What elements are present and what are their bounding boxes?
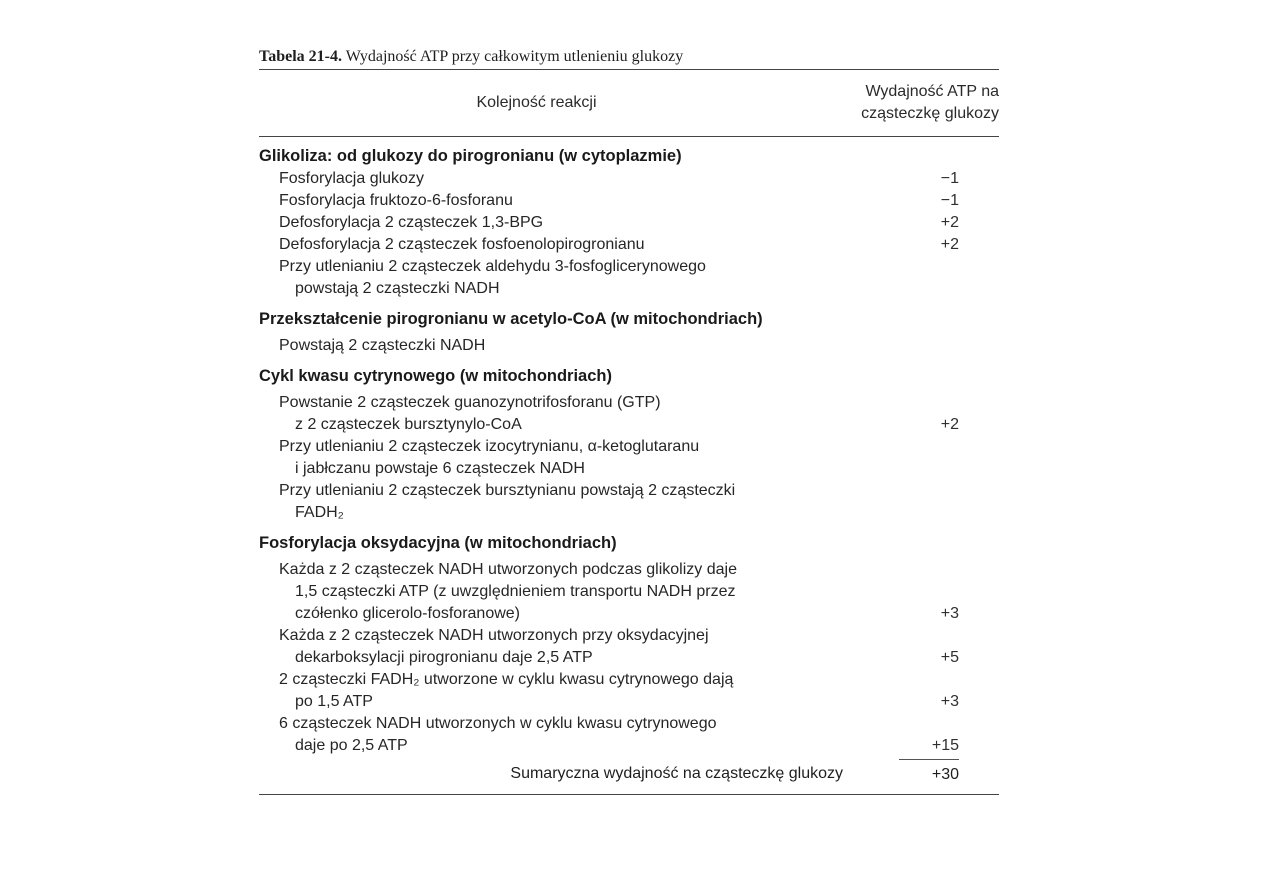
reaction-description xyxy=(279,480,829,524)
atp-yield-value: −1 xyxy=(940,192,959,209)
reaction-line: Przy utlenianiu 2 cząsteczek izocytrynianu, α-ketoglutaranu xyxy=(279,438,700,455)
table-row xyxy=(259,168,999,190)
table-row xyxy=(259,559,999,625)
reaction-description xyxy=(279,168,829,190)
total-label: Sumaryczna wydajność na cząsteczkę glukozy xyxy=(510,765,843,782)
reaction-line: po 1,5 ATP xyxy=(295,693,373,710)
atp-yield-value: +2 xyxy=(940,416,959,433)
reaction-description xyxy=(279,713,829,757)
reaction-line: Defosforylacja 2 cząsteczek 1,3-BPG xyxy=(279,214,544,231)
table-row xyxy=(259,190,999,212)
table-body xyxy=(259,137,999,757)
column-header-yield xyxy=(799,81,999,125)
column-header-reaction: Kolejność reakcji xyxy=(476,94,597,111)
reaction-line: daje po 2,5 ATP xyxy=(295,737,408,754)
reaction-line: Każda z 2 cząsteczek NADH utworzonych przy oksydacyjnej xyxy=(279,627,709,644)
reaction-line: FADH₂ xyxy=(295,504,344,521)
atp-yield-value: +3 xyxy=(940,605,959,622)
reaction-line: Fosforylacja fruktozo-6-fosforanu xyxy=(279,192,513,209)
atp-yield-value: −1 xyxy=(940,170,959,187)
reaction-line: 1,5 cząsteczki ATP (z uwzględnieniem transportu NADH przez xyxy=(295,583,736,600)
section-heading: Cykl kwasu cytrynowego (w mitochondriach) xyxy=(259,367,612,385)
reaction-description xyxy=(279,335,829,357)
table-row xyxy=(259,212,999,234)
reaction-description xyxy=(279,190,829,212)
caption-label: Tabela 21-4. xyxy=(259,48,342,65)
table-row xyxy=(259,392,999,436)
section-heading: Glikoliza: od glukozy do pirogronianu (w cytoplazmie) xyxy=(259,147,682,165)
reaction-line: z 2 cząsteczek bursztynylo-CoA xyxy=(295,416,522,433)
reaction-line: Fosforylacja glukozy xyxy=(279,170,424,187)
table-caption xyxy=(259,47,999,69)
reaction-line: czółenko glicerolo-fosforanowe) xyxy=(295,605,520,622)
table-row xyxy=(259,436,999,480)
reaction-line: 2 cząsteczki FADH₂ utworzone w cyklu kwasu cytrynowego dają xyxy=(279,671,734,688)
table-row xyxy=(259,335,999,357)
reaction-line: Przy utlenianiu 2 cząsteczek aldehydu 3-fosfoglicerynowego xyxy=(279,258,706,275)
total-value: +30 xyxy=(899,759,959,787)
reaction-description xyxy=(279,212,829,234)
reaction-line: Przy utlenianiu 2 cząsteczek bursztynianu powstają 2 cząsteczki xyxy=(279,482,736,499)
caption-text: Wydajność ATP przy całkowitym utlenieniu glukozy xyxy=(345,48,684,65)
reaction-line: Powstanie 2 cząsteczek guanozynotrifosforanu (GTP) xyxy=(279,394,661,411)
reaction-line: i jabłczanu powstaje 6 cząsteczek NADH xyxy=(295,460,585,477)
table-row xyxy=(259,669,999,713)
reaction-description xyxy=(279,392,829,436)
reaction-description xyxy=(279,559,829,625)
atp-yield-value: +3 xyxy=(940,693,959,710)
bottom-rule xyxy=(259,794,999,795)
reaction-line: 6 cząsteczek NADH utworzonych w cyklu kwasu cytrynowego xyxy=(279,715,717,732)
atp-yield-value: +2 xyxy=(940,236,959,253)
section-heading: Fosforylacja oksydacyjna (w mitochondriach) xyxy=(259,534,617,552)
total-row xyxy=(259,759,999,785)
column-header-yield-line2: cząsteczkę glukozy xyxy=(861,105,999,122)
reaction-line: dekarboksylacji pirogronianu daje 2,5 ATP xyxy=(295,649,593,666)
reaction-description xyxy=(279,234,829,256)
table-row xyxy=(259,480,999,524)
reaction-line: powstają 2 cząsteczki NADH xyxy=(295,280,500,297)
reaction-description xyxy=(279,436,829,480)
reaction-description xyxy=(279,625,829,669)
reaction-line: Każda z 2 cząsteczek NADH utworzonych podczas glikolizy daje xyxy=(279,561,737,578)
reaction-description xyxy=(279,256,829,300)
table-row xyxy=(259,256,999,300)
document-page xyxy=(259,47,999,795)
atp-yield-value: +2 xyxy=(940,214,959,231)
atp-yield-value: +5 xyxy=(940,649,959,666)
table-row xyxy=(259,625,999,669)
reaction-line: Defosforylacja 2 cząsteczek fosfoenolopirogronianu xyxy=(279,236,645,253)
table-header xyxy=(259,70,999,136)
section-heading: Przekształcenie pirogronianu w acetylo-CoA (w mitochondriach) xyxy=(259,310,763,328)
reaction-line: Powstają 2 cząsteczki NADH xyxy=(279,337,486,354)
atp-yield-value: +15 xyxy=(931,737,959,754)
reaction-description xyxy=(279,669,829,713)
table-row xyxy=(259,713,999,757)
table-row xyxy=(259,234,999,256)
column-header-yield-line1: Wydajność ATP na xyxy=(865,83,999,100)
